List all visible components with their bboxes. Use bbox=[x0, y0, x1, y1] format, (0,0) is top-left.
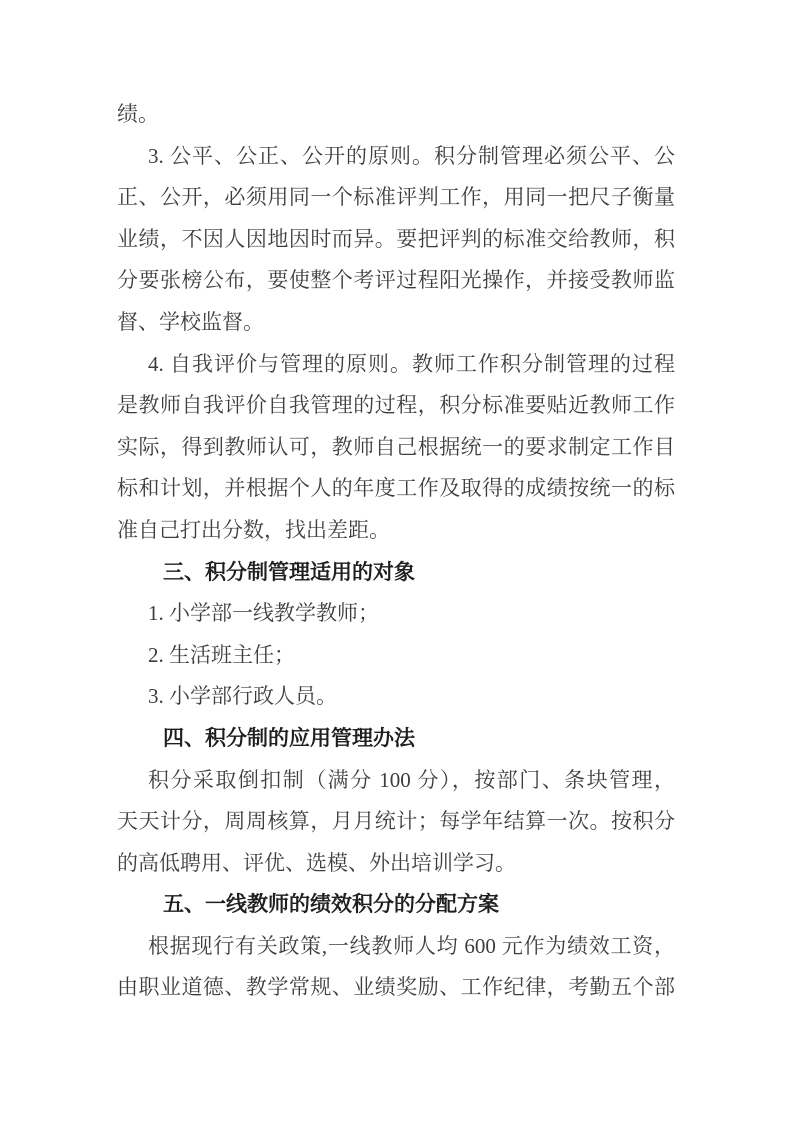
text-line-list-item-3-admin-staff: 3. 小学部行政人员。 bbox=[148, 684, 337, 709]
text-line-para-principle-3-fairness: 正、公开，必须用同一个标准评判工作，用同一把尺子衡量 bbox=[117, 185, 675, 210]
text-line-para-deduction-system: 的高低聘用、评优、选模、外出培训学习。 bbox=[117, 850, 516, 875]
text-line-para-principle-4-self-evaluation: 标和计划，并根据个人的年度工作及取得的成绩按统一的标 bbox=[117, 476, 675, 501]
heading-section-3-applicable-targets: 三、积分制管理适用的对象 bbox=[163, 559, 415, 584]
text-line-para-deduction-system: 天天计分，周周核算，月月统计；每学年结算一次。按积分 bbox=[117, 809, 675, 834]
text-line-para-principle-3-fairness: 分要张榜公布，要使整个考评过程阳光操作，并接受教师监 bbox=[117, 268, 675, 293]
text-line-para-performance-salary: 由职业道德、教学常规、业绩奖励、工作纪律，考勤五个部 bbox=[117, 975, 675, 1000]
text-line-para-deduction-system: 积分采取倒扣制（满分 100 分），按部门、条块管理， bbox=[148, 767, 675, 792]
text-line-para-end-performance: 绩。 bbox=[117, 102, 159, 126]
text-line-list-item-1-frontline-teachers: 1. 小学部一线教学教师； bbox=[148, 601, 379, 626]
heading-section-4-application-management: 四、积分制的应用管理办法 bbox=[163, 725, 415, 750]
page-body bbox=[117, 94, 675, 1009]
text-line-para-principle-3-fairness: 3. 公平、公正、公开的原则。积分制管理必须公平、公 bbox=[148, 143, 675, 168]
text-line-para-principle-4-self-evaluation: 4. 自我评价与管理的原则。教师工作积分制管理的过程 bbox=[148, 351, 675, 376]
text-line-para-principle-4-self-evaluation: 是教师自我评价自我管理的过程，积分标准要贴近教师工作 bbox=[117, 393, 675, 418]
text-line-para-principle-3-fairness: 督、学校监督。 bbox=[117, 309, 264, 334]
text-line-list-item-2-dorm-class-teachers: 2. 生活班主任； bbox=[148, 642, 295, 667]
text-line-para-principle-4-self-evaluation: 实际，得到教师认可，教师自己根据统一的要求制定工作目 bbox=[117, 434, 675, 459]
text-line-para-principle-3-fairness: 业绩，不因人因地因时而异。要把评判的标准交给教师，积 bbox=[117, 226, 675, 251]
heading-section-5-allocation-plan: 五、一线教师的绩效积分的分配方案 bbox=[163, 892, 499, 917]
text-line-para-performance-salary: 根据现行有关政策,一线教师人均 600 元作为绩效工资， bbox=[148, 933, 675, 958]
text-line-para-principle-4-self-evaluation: 准自己打出分数，找出差距。 bbox=[117, 517, 390, 542]
